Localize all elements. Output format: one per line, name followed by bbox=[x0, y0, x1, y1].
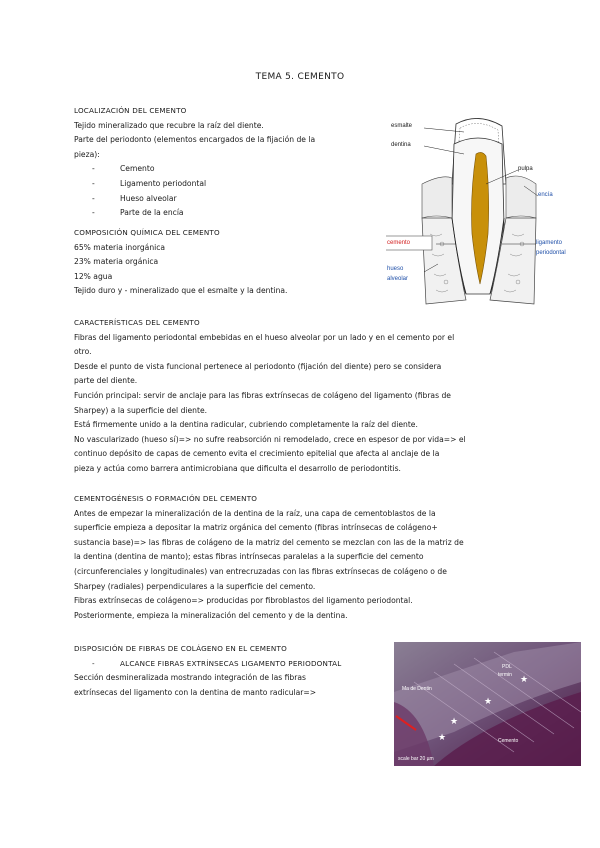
label-dentina: dentina bbox=[391, 142, 411, 148]
text-line: Parte del periodonto (elementos encargados de la fijación de la bbox=[74, 135, 316, 145]
label-pulpa: pulpa bbox=[518, 166, 533, 172]
label-cemento: cemento bbox=[387, 240, 411, 246]
text-line: Tejido mineralizado que recubre la raíz del diente. bbox=[74, 120, 264, 130]
text-line: No vascularizado (hueso sí)=> no sufre reabsorción ni remodelado, crece en espesor de por vida=> el bbox=[74, 434, 466, 444]
text-line: superficie empieza a depositar la matriz orgánica del cemento (fibras intrínsecas de colágeno+ bbox=[74, 523, 438, 533]
label-pdl: PDL bbox=[502, 664, 512, 670]
label-alveolar: alveolar bbox=[387, 276, 409, 282]
label-encia: encía bbox=[538, 192, 553, 198]
text-line: Tejido duro y - mineralizado que el esmalte y la dentina. bbox=[74, 286, 288, 296]
list-item: - ALCANCE FIBRAS EXTRÍNSECAS LIGAMENTO PERIODONTAL bbox=[92, 657, 384, 672]
label-ligamento: ligamento bbox=[536, 240, 563, 246]
text-line: (circunferenciales y longitudinales) van entrecruzadas con las fibras extrínsecas de colágeno o de bbox=[74, 566, 447, 576]
text-line: Antes de empezar la mineralización de la dentina de la raíz, una capa de cementoblastos de la bbox=[74, 508, 436, 518]
section-heading: CARACTERÍSTICAS DEL CEMENTO bbox=[74, 318, 200, 327]
text-line: extrínsecas del ligamento con la dentina de manto radicular=> bbox=[74, 687, 317, 697]
star-marker: ★ bbox=[520, 675, 529, 685]
section-cementogenesis bbox=[74, 492, 526, 623]
tooth-diagram bbox=[386, 114, 572, 314]
gum-right bbox=[506, 176, 536, 218]
list-item: - Parte de la encía bbox=[92, 206, 374, 221]
label-esmalte: esmalte bbox=[391, 123, 413, 129]
text-line: Desde el punto de vista funcional pertenece al periodonto (fijación del diente) pero se considera bbox=[74, 361, 442, 371]
section-disposicion bbox=[74, 642, 384, 700]
label-cemento: Cemento bbox=[498, 738, 519, 744]
text-line: 23% materia orgánica bbox=[74, 257, 159, 267]
text-line: Sharpey) a la superficie del diente. bbox=[74, 405, 208, 415]
text-line: la dentina (dentina de manto); estas fibras intrínsecas paralelas a la superficie del cemento bbox=[74, 552, 424, 562]
section-heading: DISPOSICIÓN DE FIBRAS DE COLÁGENO EN EL CEMENTO bbox=[74, 644, 287, 653]
text-line: Fibras extrínsecas de colágeno=> producidas por fibroblastos del ligamento periodontal. bbox=[74, 596, 413, 606]
text-line: Fibras del ligamento periodontal embebidas en el hueso alveolar por un lado y en el cemento por el bbox=[74, 332, 455, 342]
label-termin: termin bbox=[498, 672, 512, 678]
star-marker: ★ bbox=[438, 733, 447, 743]
text-line: parte del diente. bbox=[74, 376, 138, 386]
label-scale: scale bar 20 µm bbox=[398, 756, 434, 762]
section-composicion bbox=[74, 226, 374, 299]
section-heading: LOCALIZACIÓN DEL CEMENTO bbox=[74, 106, 187, 115]
label-periodontal: periodontal bbox=[536, 250, 566, 256]
text-line: sustancia base)=> las fibras de colágeno de la matriz del cemento se mezclan con las de la matriz de bbox=[74, 537, 464, 547]
bullet-list bbox=[74, 657, 384, 672]
list-item: - Cemento bbox=[92, 162, 374, 177]
bullet-list bbox=[74, 162, 374, 220]
list-item: - Hueso alveolar bbox=[92, 192, 374, 207]
label-manto: Ma de Dentin bbox=[402, 686, 432, 692]
text-line: pieza): bbox=[74, 149, 100, 159]
text-line: continuo depósito de capas de cemento evita el crecimiento epitelial que afecta al anclaje de la bbox=[74, 449, 440, 459]
gum-left bbox=[422, 177, 452, 218]
text-line: Sección desmineralizada mostrando integración de las fibras bbox=[74, 673, 306, 683]
star-marker: ★ bbox=[484, 697, 493, 707]
section-caracteristicas bbox=[74, 316, 526, 477]
tooth-illustration bbox=[386, 114, 572, 314]
text-line: Posteriormente, empieza la mineralización del cemento y de la dentina. bbox=[74, 610, 348, 620]
section-heading: COMPOSICIÓN QUÍMICA DEL CEMENTO bbox=[74, 228, 220, 237]
text-line: otro. bbox=[74, 347, 92, 357]
text-line: Está firmemente unido a la dentina radicular, cubriendo completamente la raíz del diente. bbox=[74, 420, 418, 430]
page-title: TEMA 5. CEMENTO bbox=[255, 72, 345, 82]
star-marker: ★ bbox=[450, 717, 459, 727]
text-line: Sharpey (radiales) perpendiculares a la superficie del cemento. bbox=[74, 581, 316, 591]
section-localizacion bbox=[74, 104, 374, 221]
text-line: 12% agua bbox=[74, 271, 113, 281]
text-line: 65% materia inorgánica bbox=[74, 242, 166, 252]
text-line: Función principal: servir de anclaje para las fibras extrínsecas de colágeno del ligamento (fibras de bbox=[74, 390, 451, 400]
section-heading: CEMENTOGÉNESIS O FORMACIÓN DEL CEMENTO bbox=[74, 494, 258, 503]
text-line: pieza y actúa como barrera antimicrobiana que dificulta el desarrollo de periodontitis. bbox=[74, 463, 401, 473]
list-item: - Ligamento periodontal bbox=[92, 177, 374, 192]
histology-image bbox=[394, 642, 581, 766]
label-hueso: hueso bbox=[387, 266, 404, 272]
